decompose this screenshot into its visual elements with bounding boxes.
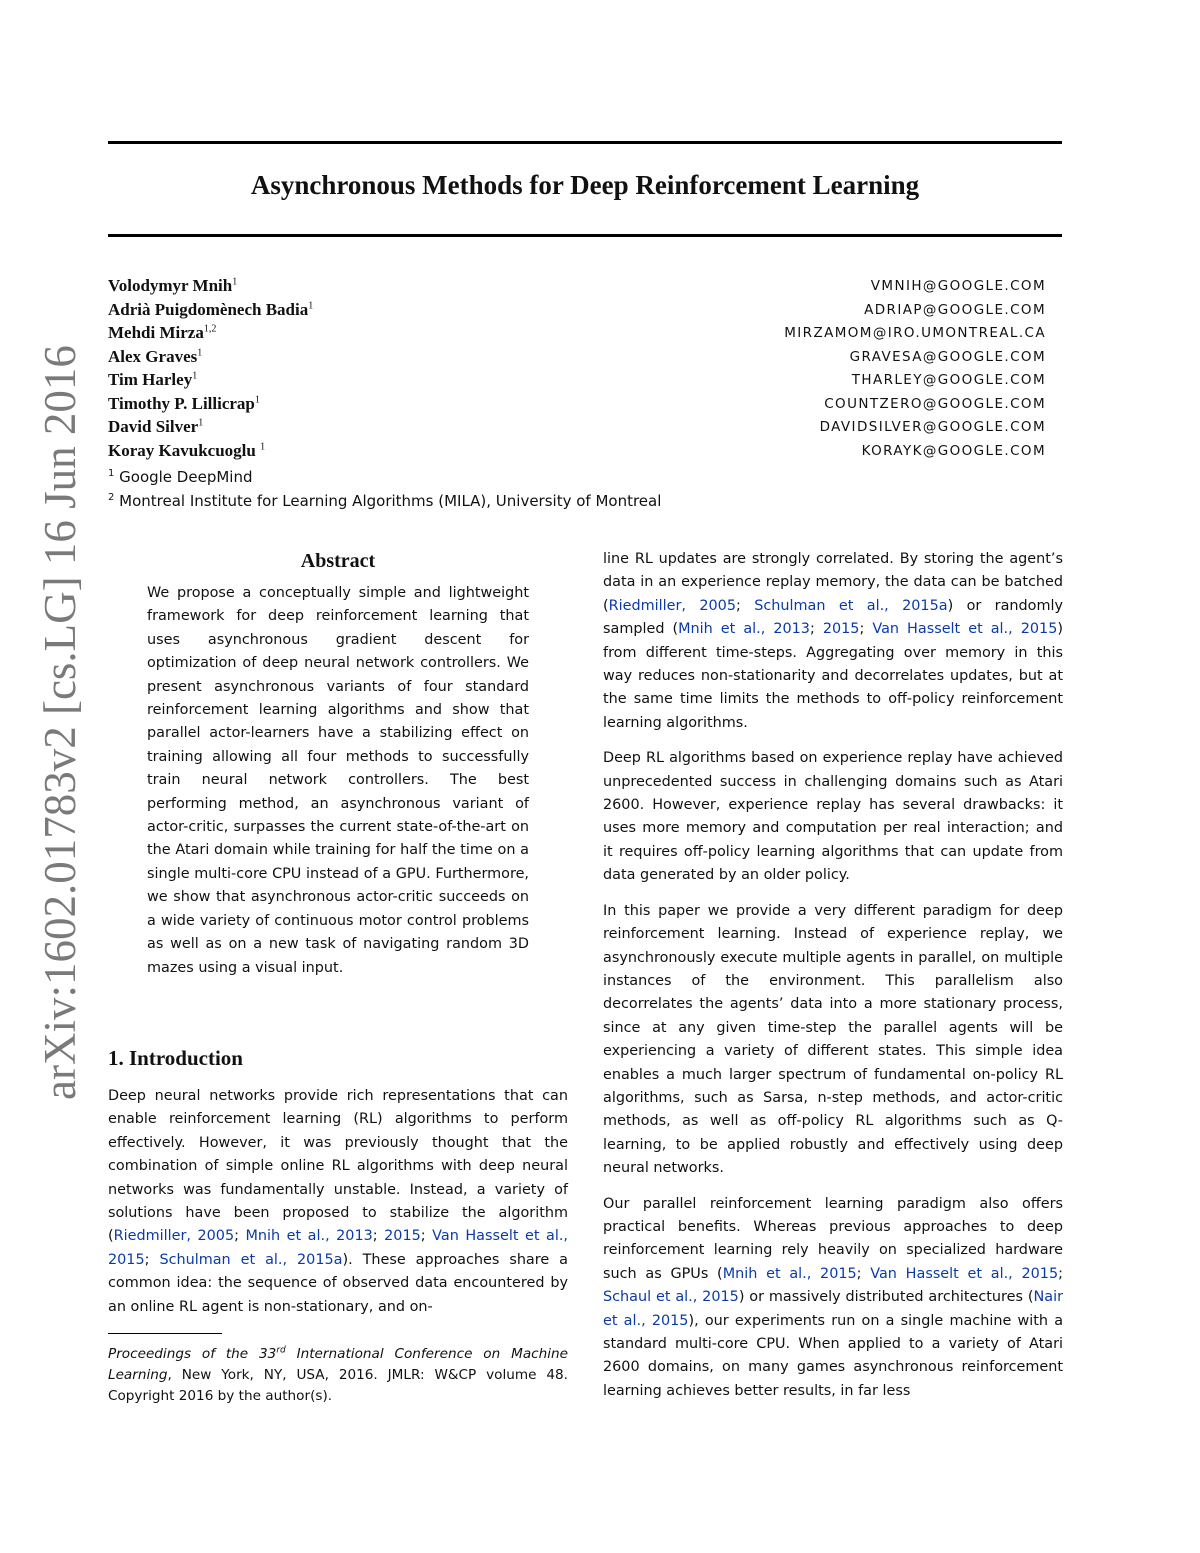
citation-link[interactable]: Schulman et al., 2015a xyxy=(159,1251,343,1268)
author-list xyxy=(108,276,1062,464)
author-name: Tim Harley$^1$ xyxy=(108,370,198,389)
author-row xyxy=(108,323,1062,347)
footnote xyxy=(108,1333,568,1407)
author-row xyxy=(108,300,1062,324)
author-name: Volodymyr Mnih$^1$ xyxy=(108,276,238,295)
author-row xyxy=(108,441,1062,465)
citation-link[interactable]: Mnih et al., 2015 xyxy=(722,1265,857,1282)
author-row xyxy=(108,370,1062,394)
right-column xyxy=(603,548,1063,1415)
section-heading-introduction: 1. Introduction xyxy=(108,1046,243,1070)
citation-link[interactable]: Van Hasselt et al., 2015 xyxy=(872,621,1058,638)
author-row xyxy=(108,394,1062,418)
intro-paragraph: Deep neural networks provide rich representations that can enable reinforcement learning (RL) algorithms to perform effectively. However, it was previously thought that the combination of simple online RL algorithms with deep neural networks was fundamentally unstable. Instead, a variety of solutions have been proposed to stabilize the algorithm (Riedmiller, 2005; Mnih et al., 2013; 2015; Van Hasselt et al., 2015; Schulman et al., 2015a). These approaches share a common idea: the sequence of observed data encountered by an online RL agent is non-stationary, and on- xyxy=(108,1088,568,1315)
citation-link[interactable]: Mnih et al., 2013 xyxy=(678,621,810,638)
title-top-rule xyxy=(108,141,1062,144)
abstract-text: We propose a conceptually simple and lightweight framework for deep reinforcement learning that uses asynchronous gradient descent for optimization of deep neural network controllers. We present asynchronous variants of four standard reinforcement learning algorithms and show that parallel actor-learners have a stabilizing effect on training allowing all four methods to successfully train neural network controllers. The best performing method, an asynchronous variant of actor-critic, surpasses the current state-of-the-art on the Atari domain while training for half the time on a single multi-core CPU instead of a GPU. Furthermore, we show that asynchronous actor-critic succeeds on a wide variety of continuous motor control problems as well as on a new task of navigating random 3D mazes using a visual input. xyxy=(147,585,529,976)
author-email: KORAYK@GOOGLE.COM xyxy=(861,442,1046,459)
author-name: Koray Kavukcuoglu $^1$ xyxy=(108,440,266,460)
author-row xyxy=(108,417,1062,441)
citation-link[interactable]: 2015 xyxy=(384,1228,421,1245)
author-name: Timothy P. Lillicrap$^1$ xyxy=(108,393,260,413)
body-paragraph: In this paper we provide a very different paradigm for deep reinforcement learning. Instead of experience replay, we asynchronously execute multiple agents in parallel, on multiple instances of the environment. This parallelism also decorrelates the agents’ data into a more stationary process, since at any given time-step the parallel agents will be experiencing a variety of different states. This simple idea enables a much larger spectrum of fundamental on-policy RL algorithms, such as Sarsa, n-step methods, and actor-critic methods, as well as off-policy RL algorithms such as Q-learning, to be applied robustly and effectively using deep neural networks. xyxy=(603,902,1063,1177)
author-email: DAVIDSILVER@GOOGLE.COM xyxy=(819,419,1046,435)
author-email: GRAVESA@GOOGLE.COM xyxy=(849,348,1046,365)
abstract-section xyxy=(147,548,529,991)
citation-link[interactable]: Riedmiller, 2005 xyxy=(608,597,736,614)
citation-link[interactable]: Nair et al., 2015 xyxy=(603,1289,1063,1329)
citation-link[interactable]: Mnih et al., 2013 xyxy=(245,1228,373,1245)
footnote-text: Proceedings of the 33rd International Conference on Machine Learning, New York, NY, USA, 2016. JMLR: W&CP volume 48. Copyright 2016 by the author(s). xyxy=(108,1345,568,1404)
author-email: ADRIAP@GOOGLE.COM xyxy=(864,301,1046,318)
affiliations xyxy=(108,468,661,516)
citation-link[interactable]: Van Hasselt et al., 2015 xyxy=(870,1265,1059,1282)
citation-link[interactable]: 2015 xyxy=(822,621,860,638)
footnote-rule xyxy=(108,1333,222,1334)
introduction-section xyxy=(108,1045,568,1330)
author-email: THARLEY@GOOGLE.COM xyxy=(851,372,1046,388)
body-paragraph: line RL updates are strongly correlated. By storing the agent’s data in an experience replay memory, the data can be batched (Riedmiller, 2005; Schulman et al., 2015a) or randomly sampled (Mnih et al., 2013; 2015; Van Hasselt et al., 2015) from different time-steps. Aggregating over memory in this way reduces non-stationarity and decorrelates updates, but at the same time limits the methods to off-policy reinforcement learning algorithms. xyxy=(603,551,1064,731)
author-row xyxy=(108,276,1062,300)
author-name: Alex Graves$^1$ xyxy=(108,346,203,366)
author-name: Mehdi Mirza$^{1,2}$ xyxy=(108,323,217,342)
citation-link[interactable]: Schulman et al., 2015a xyxy=(754,597,948,614)
affiliation-item: $^1$ Google DeepMind xyxy=(108,468,253,486)
body-paragraph: Our parallel reinforcement learning paradigm also offers practical benefits. Whereas previous approaches to deep reinforcement learning rely heavily on specialized hardware such as GPUs (Mnih et al., 2015; Van Hasselt et al., 2015; Schaul et al., 2015) or massively distributed architectures (Nair et al., 2015), our experiments run on a single machine with a standard multi-core CPU. When applied to a variety of Atari 2600 domains, on many games asynchronous reinforcement learning achieves better results, in far less xyxy=(603,1195,1064,1399)
affiliation-item: $^2$ Montreal Institute for Learning Algorithms (MILA), University of Montreal xyxy=(108,492,662,510)
arxiv-identifier-stamp: arXiv:1602.01783v2 [cs.LG] 16 Jun 2016 xyxy=(35,345,85,1100)
citation-link[interactable]: Riedmiller, 2005 xyxy=(113,1228,235,1245)
abstract-heading: Abstract xyxy=(300,550,376,572)
body-paragraph: Deep RL algorithms based on experience replay have achieved unprecedented success in challenging domains such as Atari 2600. However, experience replay has several drawbacks: it uses more memory and computation per real interaction; and it requires off-policy learning algorithms that can update from data generated by an older policy. xyxy=(603,750,1063,884)
paper-title: Asynchronous Methods for Deep Reinforcement Learning xyxy=(250,170,920,200)
citation-link[interactable]: Van Hasselt et al., 2015 xyxy=(108,1228,568,1268)
citation-link[interactable]: Schaul et al., 2015 xyxy=(603,1289,739,1306)
author-email: COUNTZERO@GOOGLE.COM xyxy=(824,395,1046,412)
author-email: MIRZAMOM@IRO.UMONTREAL.CA xyxy=(784,325,1046,341)
author-name: David Silver$^1$ xyxy=(108,417,204,436)
author-name: Adrià Puigdomènech Badia$^1$ xyxy=(108,299,314,319)
title-bottom-rule xyxy=(108,234,1062,237)
author-row xyxy=(108,347,1062,371)
author-email: VMNIH@GOOGLE.COM xyxy=(870,278,1046,294)
